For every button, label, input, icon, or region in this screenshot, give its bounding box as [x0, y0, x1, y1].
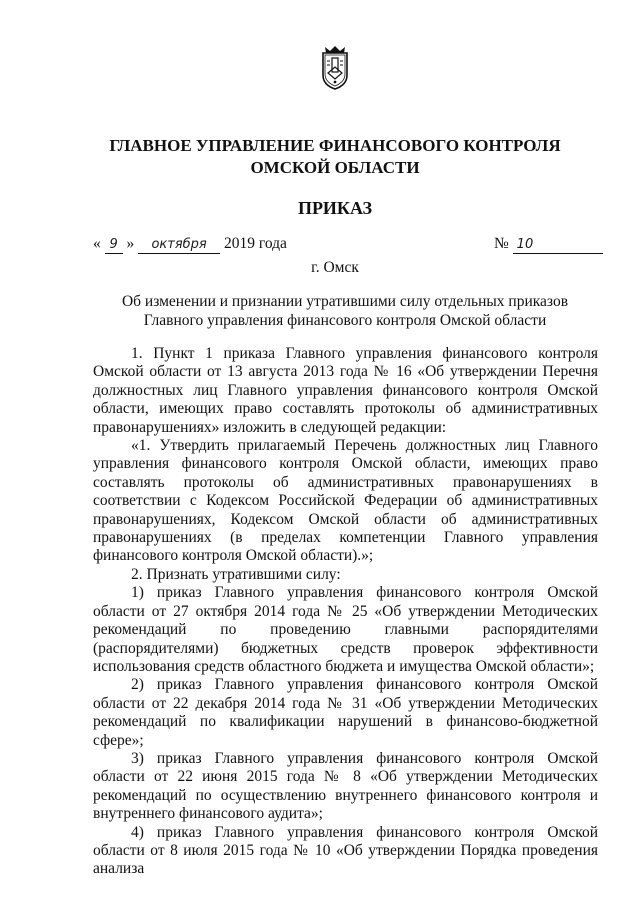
paragraph: 4) приказ Главного управления финансового контроля Омской области от 8 июля 2015 года № 10 «Об утверждении Порядка проведения анализа — [93, 823, 598, 878]
order-body — [93, 345, 598, 879]
paragraph: 2) приказ Главного управления финансового контроля Омской области от 22 декабря 2014 года № 31 «Об утверждении Методических рекомендаций по квалификации нарушений в финансово-бюджетной сфере»; — [93, 676, 598, 749]
quote-open: « — [93, 235, 101, 252]
date-year: 2019 года — [224, 235, 287, 252]
order-subject: Об изменении и признании утратившими силу отдельных приказов Главного управления финансового контроля Омской области — [121, 293, 569, 329]
number-value: 10 — [513, 237, 603, 254]
paragraph: «1. Утвердить прилагаемый Перечень должностных лиц Главного управления финансового контроля Омской области, имеющих право составлять протоколы об административных правонарушениях в соответствии с Кодексом Российской Федерации об административных правонарушениях, Кодексом Омской области об административных правонарушениях (в пределах компетенции Главного управления финансового контроля Омской области).»; — [93, 437, 598, 565]
paragraph: 1. Пункт 1 приказа Главного управления финансового контроля Омской области от 13 августа 2013 года № 16 «Об утверждении Перечня должностных лиц Главного управления финансового контроля Омской области, имеющих право составлять протоколы об административных правонарушениях» изложить в следующей редакции: — [93, 345, 598, 436]
date-month: октября — [138, 237, 220, 254]
date-day: 9 — [105, 237, 123, 254]
coat-of-arms-icon — [319, 45, 351, 91]
document-type: ПРИКАЗ — [297, 198, 373, 218]
order-number — [494, 234, 603, 254]
order-date — [93, 234, 287, 254]
organization-title: ГЛАВНОЕ УПРАВЛЕНИЕ ФИНАНСОВОГО КОНТРОЛЯ — [109, 136, 561, 155]
paragraph: 1) приказ Главного управления финансового контроля Омской области от 27 октября 2014 года № 25 «Об утверждении Методических рекомендаций по проведению главными распорядителями (распорядителями) бюджетных средств проверок эффективности использования средств областного бюджета и имущества Омской области»; — [93, 584, 598, 675]
quote-close: » — [126, 235, 135, 252]
organization-region: ОМСКОЙ ОБЛАСТИ — [250, 158, 420, 177]
number-sign: № — [494, 235, 509, 252]
place-of-issue: г. Омск — [311, 259, 359, 276]
paragraph: 3) приказ Главного управления финансового контроля Омской области от 22 июня 2015 года № 8 «Об утверждении Методических рекомендаций по осуществлению внутреннего финансового контроля и внутреннего финансового аудита»; — [93, 749, 598, 823]
paragraph: 2. Признать утратившими силу: — [131, 565, 341, 583]
